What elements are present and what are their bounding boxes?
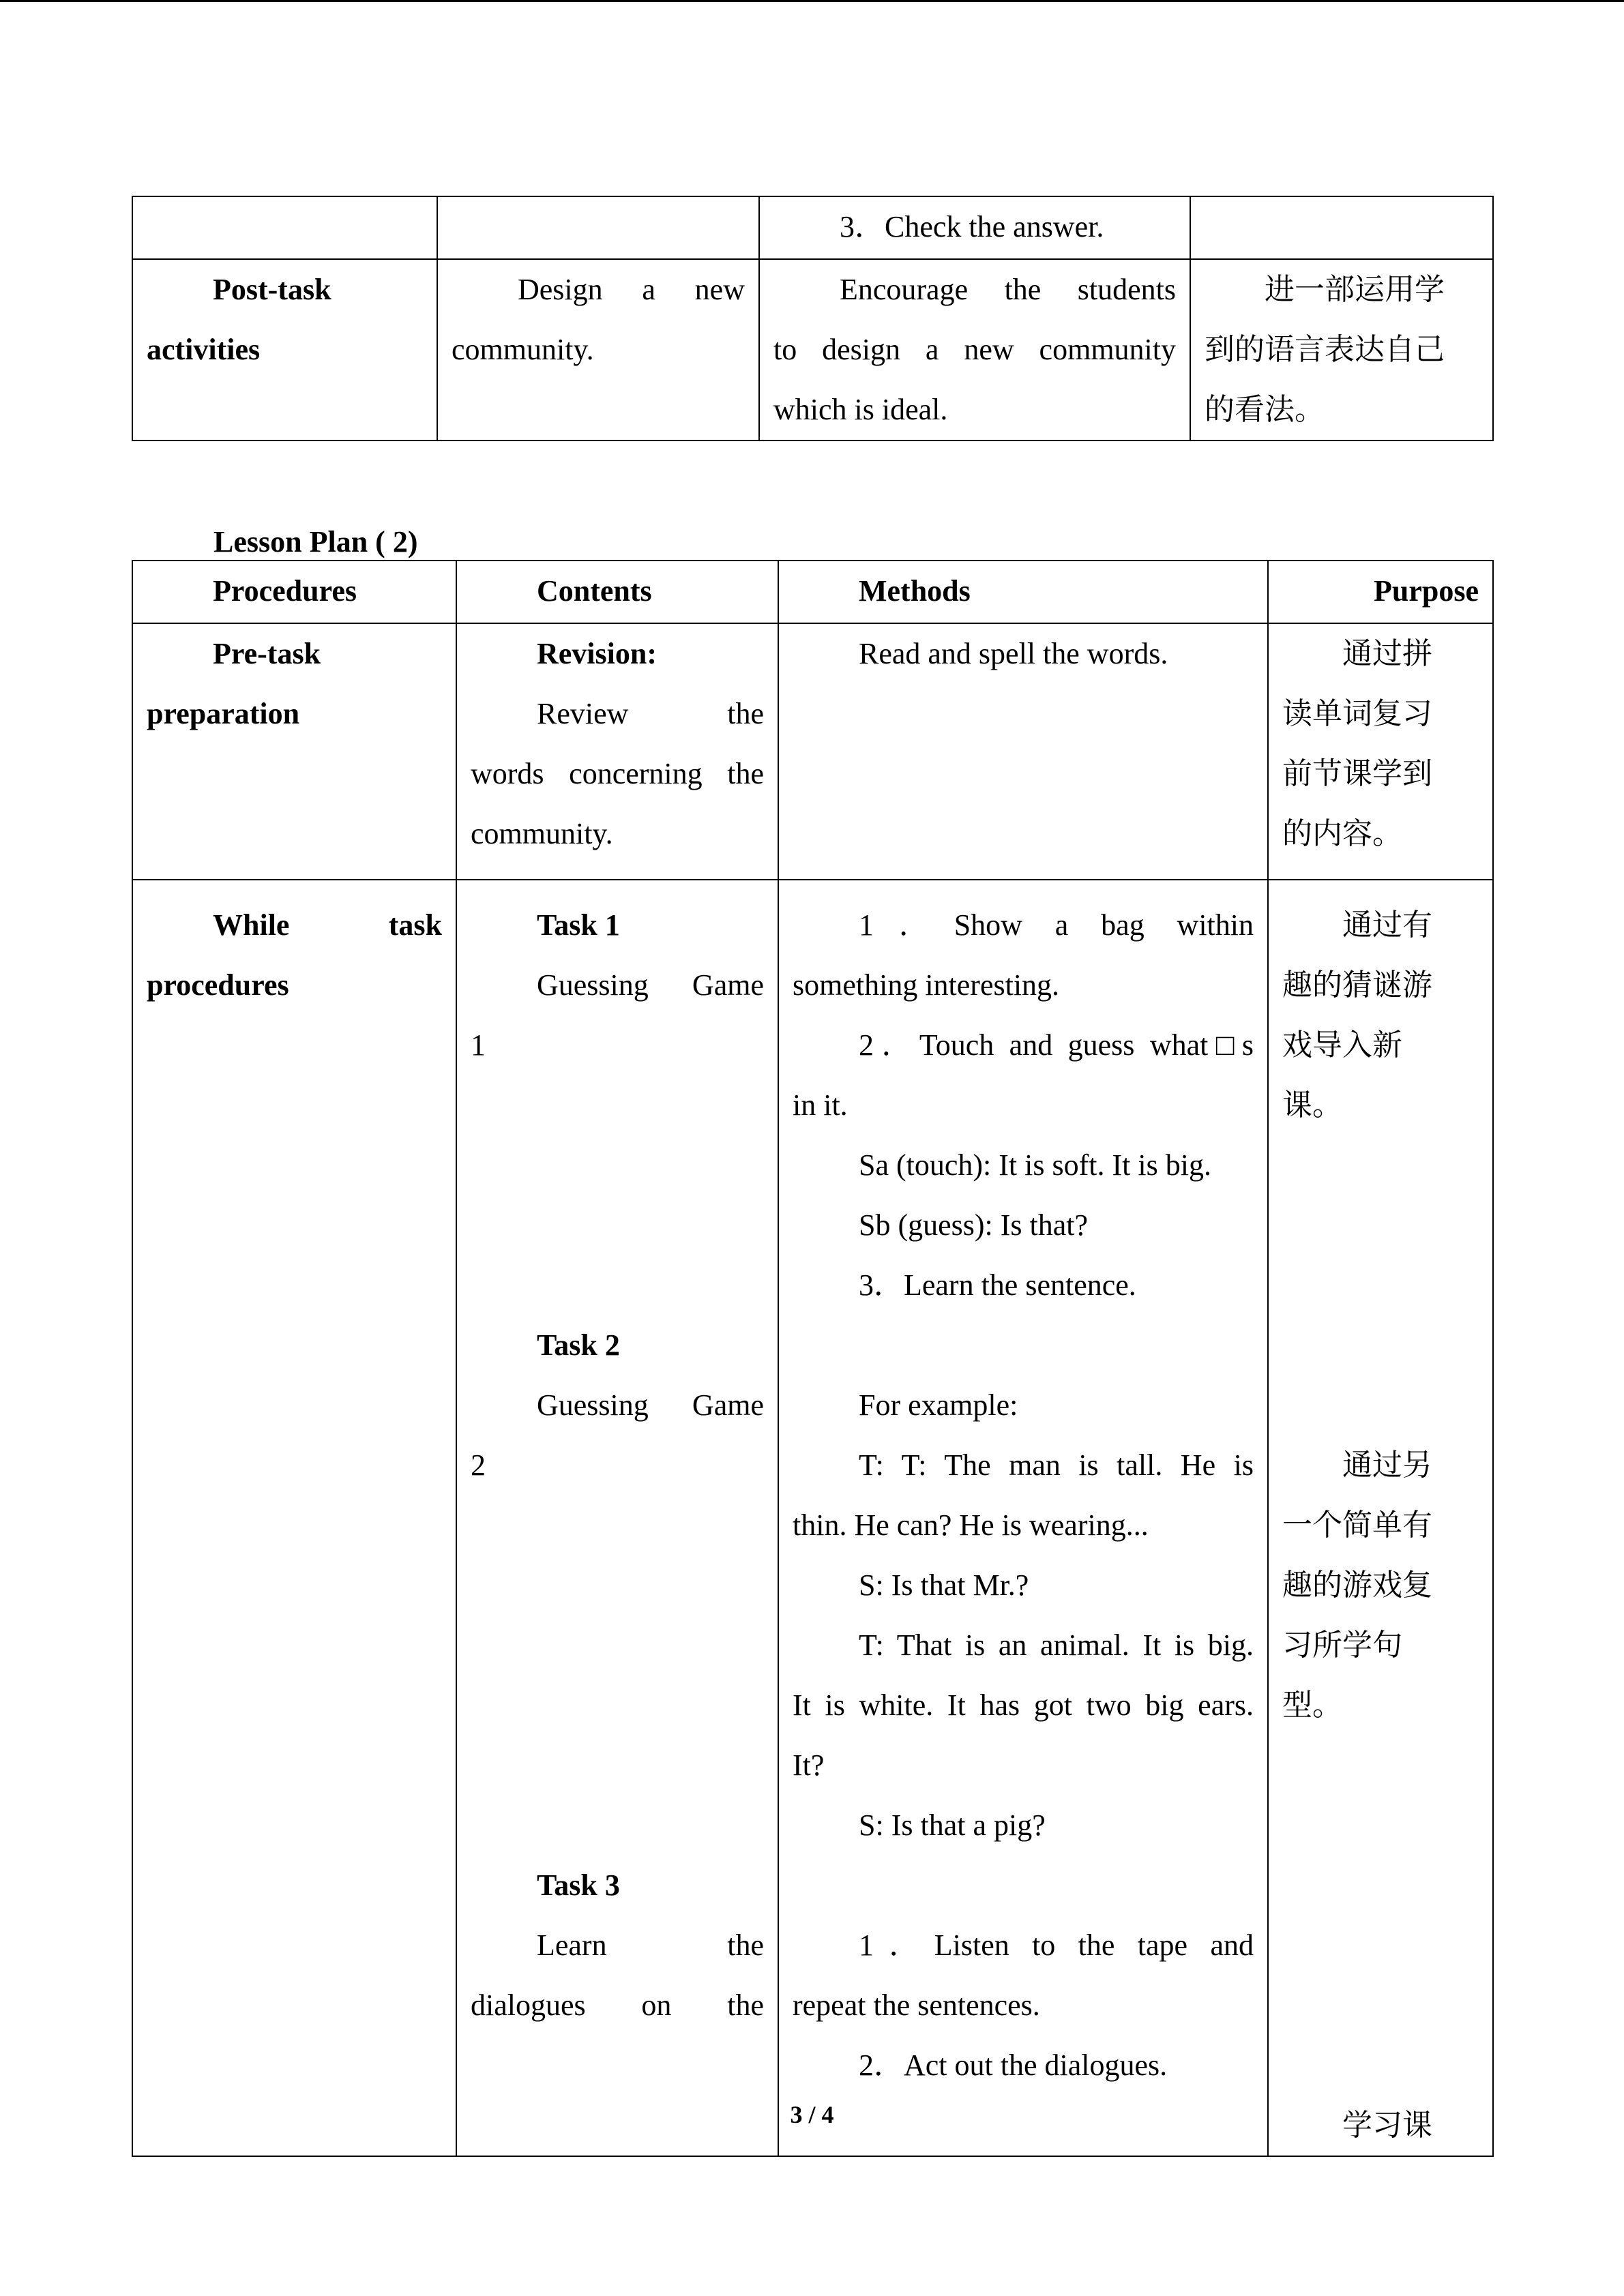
table-row: [132, 623, 1493, 880]
pre-task-purpose: 通过拼 读单词复习 前节课学到 的内容。: [1268, 623, 1493, 880]
top-cell-purpose: [1190, 196, 1493, 259]
top-cell-methods: 3．Check the answer.: [759, 196, 1190, 259]
table-row: [132, 880, 1493, 2156]
header-row: [132, 561, 1493, 623]
pre-task-contents: Revision: Review the words concerning the community.: [456, 623, 778, 880]
top-cell-procedures: [132, 196, 437, 259]
page-number: 3 / 4: [790, 2101, 834, 2128]
pre-task-procedure: Pre-task preparation: [132, 623, 456, 880]
while-task-contents: Task 1 Guessing Game 1 Task 2 Guessing Game 2 Task 3 Learn the dialogues on the: [456, 880, 778, 2156]
post-task-purpose: 进一部运用学 到的语言表达自己 的看法。: [1190, 259, 1493, 441]
pre-task-methods: Read and spell the words.: [778, 623, 1268, 880]
top-table: [132, 196, 1494, 441]
while-task-methods: 1．Show a bag within something interesting. 2．Touch and guess what□s in it. Sa (touch): It is soft. It is big. Sb (guess): Is that? 3．Learn the sentence. For example: T: T: The man is tall. He is thin. He can? He is wearing... S: Is that Mr.? T: That is an animal. It is big. It is white. It has got two big ears. It? S: Is that a pig? 1．Listen to the tape and repeat the sentences. 2．Act out the dialogues.: [778, 880, 1268, 2156]
post-task-procedure: Post-task activities: [132, 259, 437, 441]
while-task-procedure: While task procedures: [132, 880, 456, 2156]
header-purpose: Purpose: [1268, 561, 1493, 623]
lesson-plan-title: Lesson Plan ( 2): [213, 525, 418, 558]
post-task-contents: Design a new community.: [437, 259, 759, 441]
table-row: [132, 196, 1493, 259]
lesson-plan-table: [132, 560, 1494, 2157]
header-contents: Contents: [456, 561, 778, 623]
top-cell-contents: [437, 196, 759, 259]
top-border-line: [0, 0, 1624, 2]
post-task-methods: Encourage the students to design a new community which is ideal.: [759, 259, 1190, 441]
table-row: [132, 259, 1493, 441]
header-procedures: Procedures: [132, 561, 456, 623]
header-methods: Methods: [778, 561, 1268, 623]
while-task-purpose: 通过有 趣的猜谜游 戏导入新 课。 通过另 一个简单有 趣的游戏复 习所学句 型。 学习课: [1268, 880, 1493, 2156]
